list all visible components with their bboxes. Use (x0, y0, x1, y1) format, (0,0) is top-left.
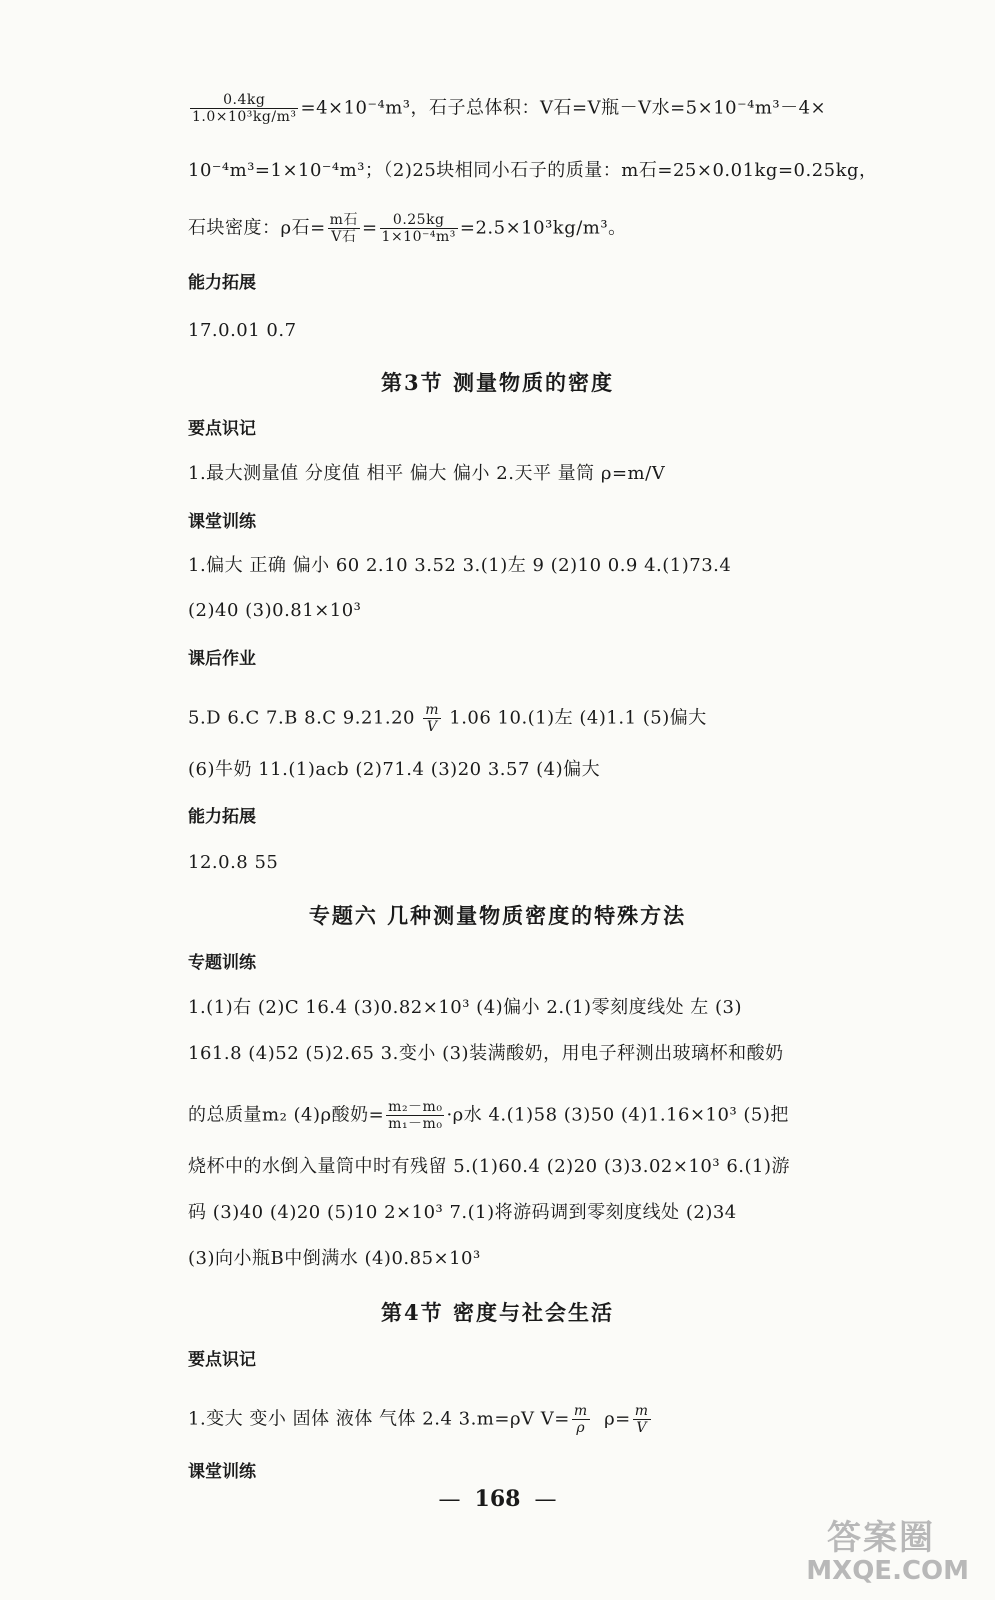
text-segment: = (361, 217, 378, 239)
fraction-numerator: m (573, 1403, 588, 1419)
text-segment: 5.D 6.C 7.B 8.C 9.21.20 (188, 707, 415, 729)
section-heading: 要点识记 (188, 419, 256, 439)
section-heading: 能力拓展 (188, 807, 256, 827)
fraction-numerator: m石 (329, 212, 358, 228)
section-heading: 课后作业 (188, 649, 256, 669)
page-number (0, 1486, 995, 1512)
section-title: 第3节 测量物质的密度 (381, 370, 614, 395)
text-segment: ·ρ水 4.(1)58 (3)50 (4)1.16×10³ (5)把 (446, 1104, 789, 1126)
watermark-text: 答案圈 (827, 1518, 935, 1558)
text-segment: ρ= (604, 1408, 631, 1430)
answer-line: 1.(1)右 (2)C 16.4 (3)0.82×10³ (4)偏小 2.(1)零刻度线处 左 (3) (188, 997, 743, 1018)
fraction-denominator: ρ (576, 1420, 586, 1436)
section-title: 第4节 密度与社会生活 (381, 1300, 614, 1325)
fraction-denominator: V (636, 1420, 647, 1436)
answer-line: (3)向小瓶B中倒满水 (4)0.85×10³ (188, 1248, 481, 1269)
section-heading: 课堂训练 (188, 512, 256, 532)
section-heading: 课堂训练 (188, 1462, 256, 1482)
fraction (380, 212, 458, 245)
watermark-logo (775, 1510, 975, 1590)
dash-left: — (438, 1487, 461, 1512)
dash-right: — (534, 1487, 557, 1512)
answer-line: 12.0.8 55 (188, 852, 279, 873)
fraction (328, 212, 360, 245)
answer-line: 码 (3)40 (4)20 (5)10 2×10³ 7.(1)将游码调到零刻度线处 (2)34 (188, 1202, 737, 1223)
text-segment: 石块密度：ρ石= (188, 217, 326, 239)
fraction-denominator: 1.0×10³kg/m³ (192, 109, 297, 125)
fraction-numerator: 0.25kg (380, 212, 458, 229)
answer-line (188, 702, 828, 735)
top-line-1 (188, 92, 828, 125)
page-number-value: 168 (474, 1486, 521, 1512)
top-line-2: 10⁻⁴m³=1×10⁻⁴m³；（2)25块相同小石子的质量：m石=25×0.01kg=0.25kg， (188, 160, 878, 181)
section-heading: 要点识记 (188, 1350, 256, 1370)
answer-line: 161.8 (4)52 (5)2.65 3.变小 (3)装满酸奶，用电子秤测出玻璃杯和酸奶 (188, 1043, 784, 1064)
watermark-url: MXQE.COM (806, 1556, 969, 1586)
section-title: 专题六 几种测量物质密度的特殊方法 (308, 903, 687, 928)
text-segment: 1.变大 变小 固体 液体 气体 2.4 3.m=ρV V= (188, 1408, 570, 1430)
fraction (423, 702, 441, 735)
fraction-numerator: m (425, 702, 440, 718)
answer-line: 烧杯中的水倒入量筒中时有残留 5.(1)60.4 (2)20 (3)3.02×10³ 6.(1)游 (188, 1156, 790, 1177)
answer-line: 1.最大测量值 分度值 相平 偏大 偏小 2.天平 量筒 ρ=m/V (188, 463, 666, 484)
text-segment: 1.06 10.(1)左 (4)1.1 (5)偏大 (449, 707, 707, 729)
fraction-denominator: V (426, 719, 438, 735)
answer-line (188, 1099, 828, 1132)
fraction-numerator: 0.4kg (190, 92, 298, 109)
answer-line: 17.0.01 0.7 (188, 320, 297, 341)
fraction (386, 1099, 444, 1132)
answer-line (188, 1403, 828, 1436)
fraction-denominator: V石 (331, 229, 357, 245)
fraction (633, 1403, 651, 1436)
text-segment: 的总质量m₂ (4)ρ酸奶= (188, 1104, 385, 1126)
fraction-numerator: m (634, 1403, 649, 1419)
top-line-3 (188, 212, 828, 245)
answer-line: (6)牛奶 11.(1)acb (2)71.4 (3)20 3.57 (4)偏大 (188, 759, 601, 780)
answer-line: 1.偏大 正确 偏小 60 2.10 3.52 3.(1)左 9 (2)10 0.9 4.(1)73.4 (188, 555, 732, 576)
fraction (190, 92, 298, 125)
answer-line: (2)40 (3)0.81×10³ (188, 600, 362, 621)
fraction-numerator: m₂－m₀ (388, 1099, 443, 1115)
section-heading: 专题训练 (188, 953, 256, 973)
fraction-denominator: 1×10⁻⁴m³ (381, 229, 456, 245)
fraction-denominator: m₁－m₀ (388, 1116, 443, 1132)
text-segment: =2.5×10³kg/m³。 (459, 217, 627, 239)
text-segment: =4×10⁻⁴m³，石子总体积：V石=V瓶－V水=5×10⁻⁴m³－4× (300, 97, 827, 119)
fraction (572, 1403, 590, 1436)
section-heading: 能力拓展 (188, 273, 256, 293)
